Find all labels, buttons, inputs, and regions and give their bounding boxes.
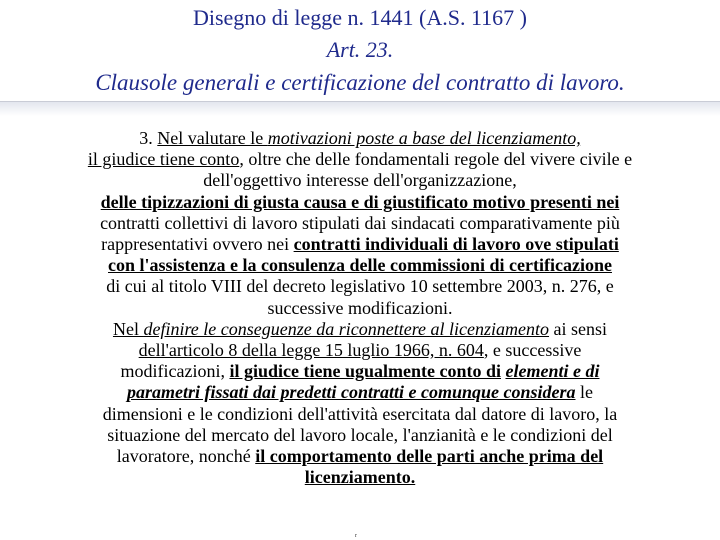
text-line: di cui al titolo VIII del decreto legislativo 10 settembre 2003, n. 276, e bbox=[106, 276, 614, 297]
text-run: Nel bbox=[112, 318, 144, 339]
paragraph-number: 3. bbox=[139, 128, 158, 148]
text-line: dimensioni e le condizioni dell'attività esercitata dal datore di lavoro, la bbox=[102, 403, 618, 424]
bill-title: Disegno di legge n. 1441 (A.S. 1167 ) bbox=[192, 5, 528, 30]
article-number: Art. 23. bbox=[326, 37, 394, 62]
text-line: situazione del mercato del lavoro locale, l'anzianità e le condizioni del bbox=[107, 424, 613, 445]
text-run: Nel valutare le bbox=[157, 128, 268, 148]
text-line: successive modificazioni. bbox=[267, 297, 453, 318]
text-run: licenziamento. bbox=[304, 467, 416, 488]
text-run: il comportamento delle parti anche prima del bbox=[255, 446, 604, 467]
text-run: parametri fissati dai predetti contratti e comunque considera bbox=[126, 382, 576, 403]
text-line bbox=[0, 192, 720, 213]
text-run: motivazioni poste a base del licenziamento, bbox=[267, 128, 581, 148]
text-line bbox=[0, 319, 720, 340]
text-run: , e successive bbox=[483, 340, 582, 361]
header-shadow bbox=[0, 102, 720, 116]
text-line bbox=[0, 382, 720, 403]
slide-header bbox=[0, 0, 720, 104]
text-line bbox=[0, 467, 720, 488]
text-line bbox=[0, 128, 720, 149]
text-run: contratti individuali di lavoro ove stipulati bbox=[293, 234, 619, 255]
footnote-mark: r bbox=[355, 533, 357, 539]
text-run: , oltre che delle fondamentali regole del vivere civile e bbox=[239, 149, 633, 170]
text-run: ai sensi bbox=[549, 318, 608, 339]
text-line bbox=[0, 446, 720, 467]
text-run: il giudice tiene conto bbox=[87, 149, 240, 170]
text-line bbox=[0, 149, 720, 170]
text-line bbox=[0, 361, 720, 382]
article-subtitle: Clausole generali e certificazione del contratto di lavoro. bbox=[95, 70, 625, 95]
text-line bbox=[0, 234, 720, 255]
text-line bbox=[0, 255, 720, 276]
text-run: il giudice tiene ugualmente conto di bbox=[229, 361, 501, 382]
text-run: definire le conseguenze da riconnettere al licenziamento bbox=[143, 318, 550, 339]
text-run: elementi e di bbox=[505, 361, 600, 382]
text-line bbox=[0, 340, 720, 361]
text-line: dell'oggettivo interesse dell'organizzazione, bbox=[203, 170, 517, 191]
text-run: le bbox=[575, 382, 593, 403]
text-run: con l'assistenza e la consulenza delle commissioni di certificazione bbox=[108, 255, 612, 276]
text-run: modificazioni, bbox=[120, 361, 230, 382]
text-line: contratti collettivi di lavoro stipulati dai sindacati comparativamente più bbox=[100, 212, 620, 233]
text-run: delle tipizzazioni di giusta causa e di giustificato motivo presenti nei bbox=[100, 191, 620, 212]
text-run: rappresentativi ovvero nei bbox=[101, 234, 294, 255]
article-body bbox=[0, 128, 720, 488]
text-run: dell'articolo 8 della legge 15 luglio 1966, n. 604 bbox=[138, 340, 484, 361]
text-run: lavoratore, nonché bbox=[116, 446, 256, 467]
